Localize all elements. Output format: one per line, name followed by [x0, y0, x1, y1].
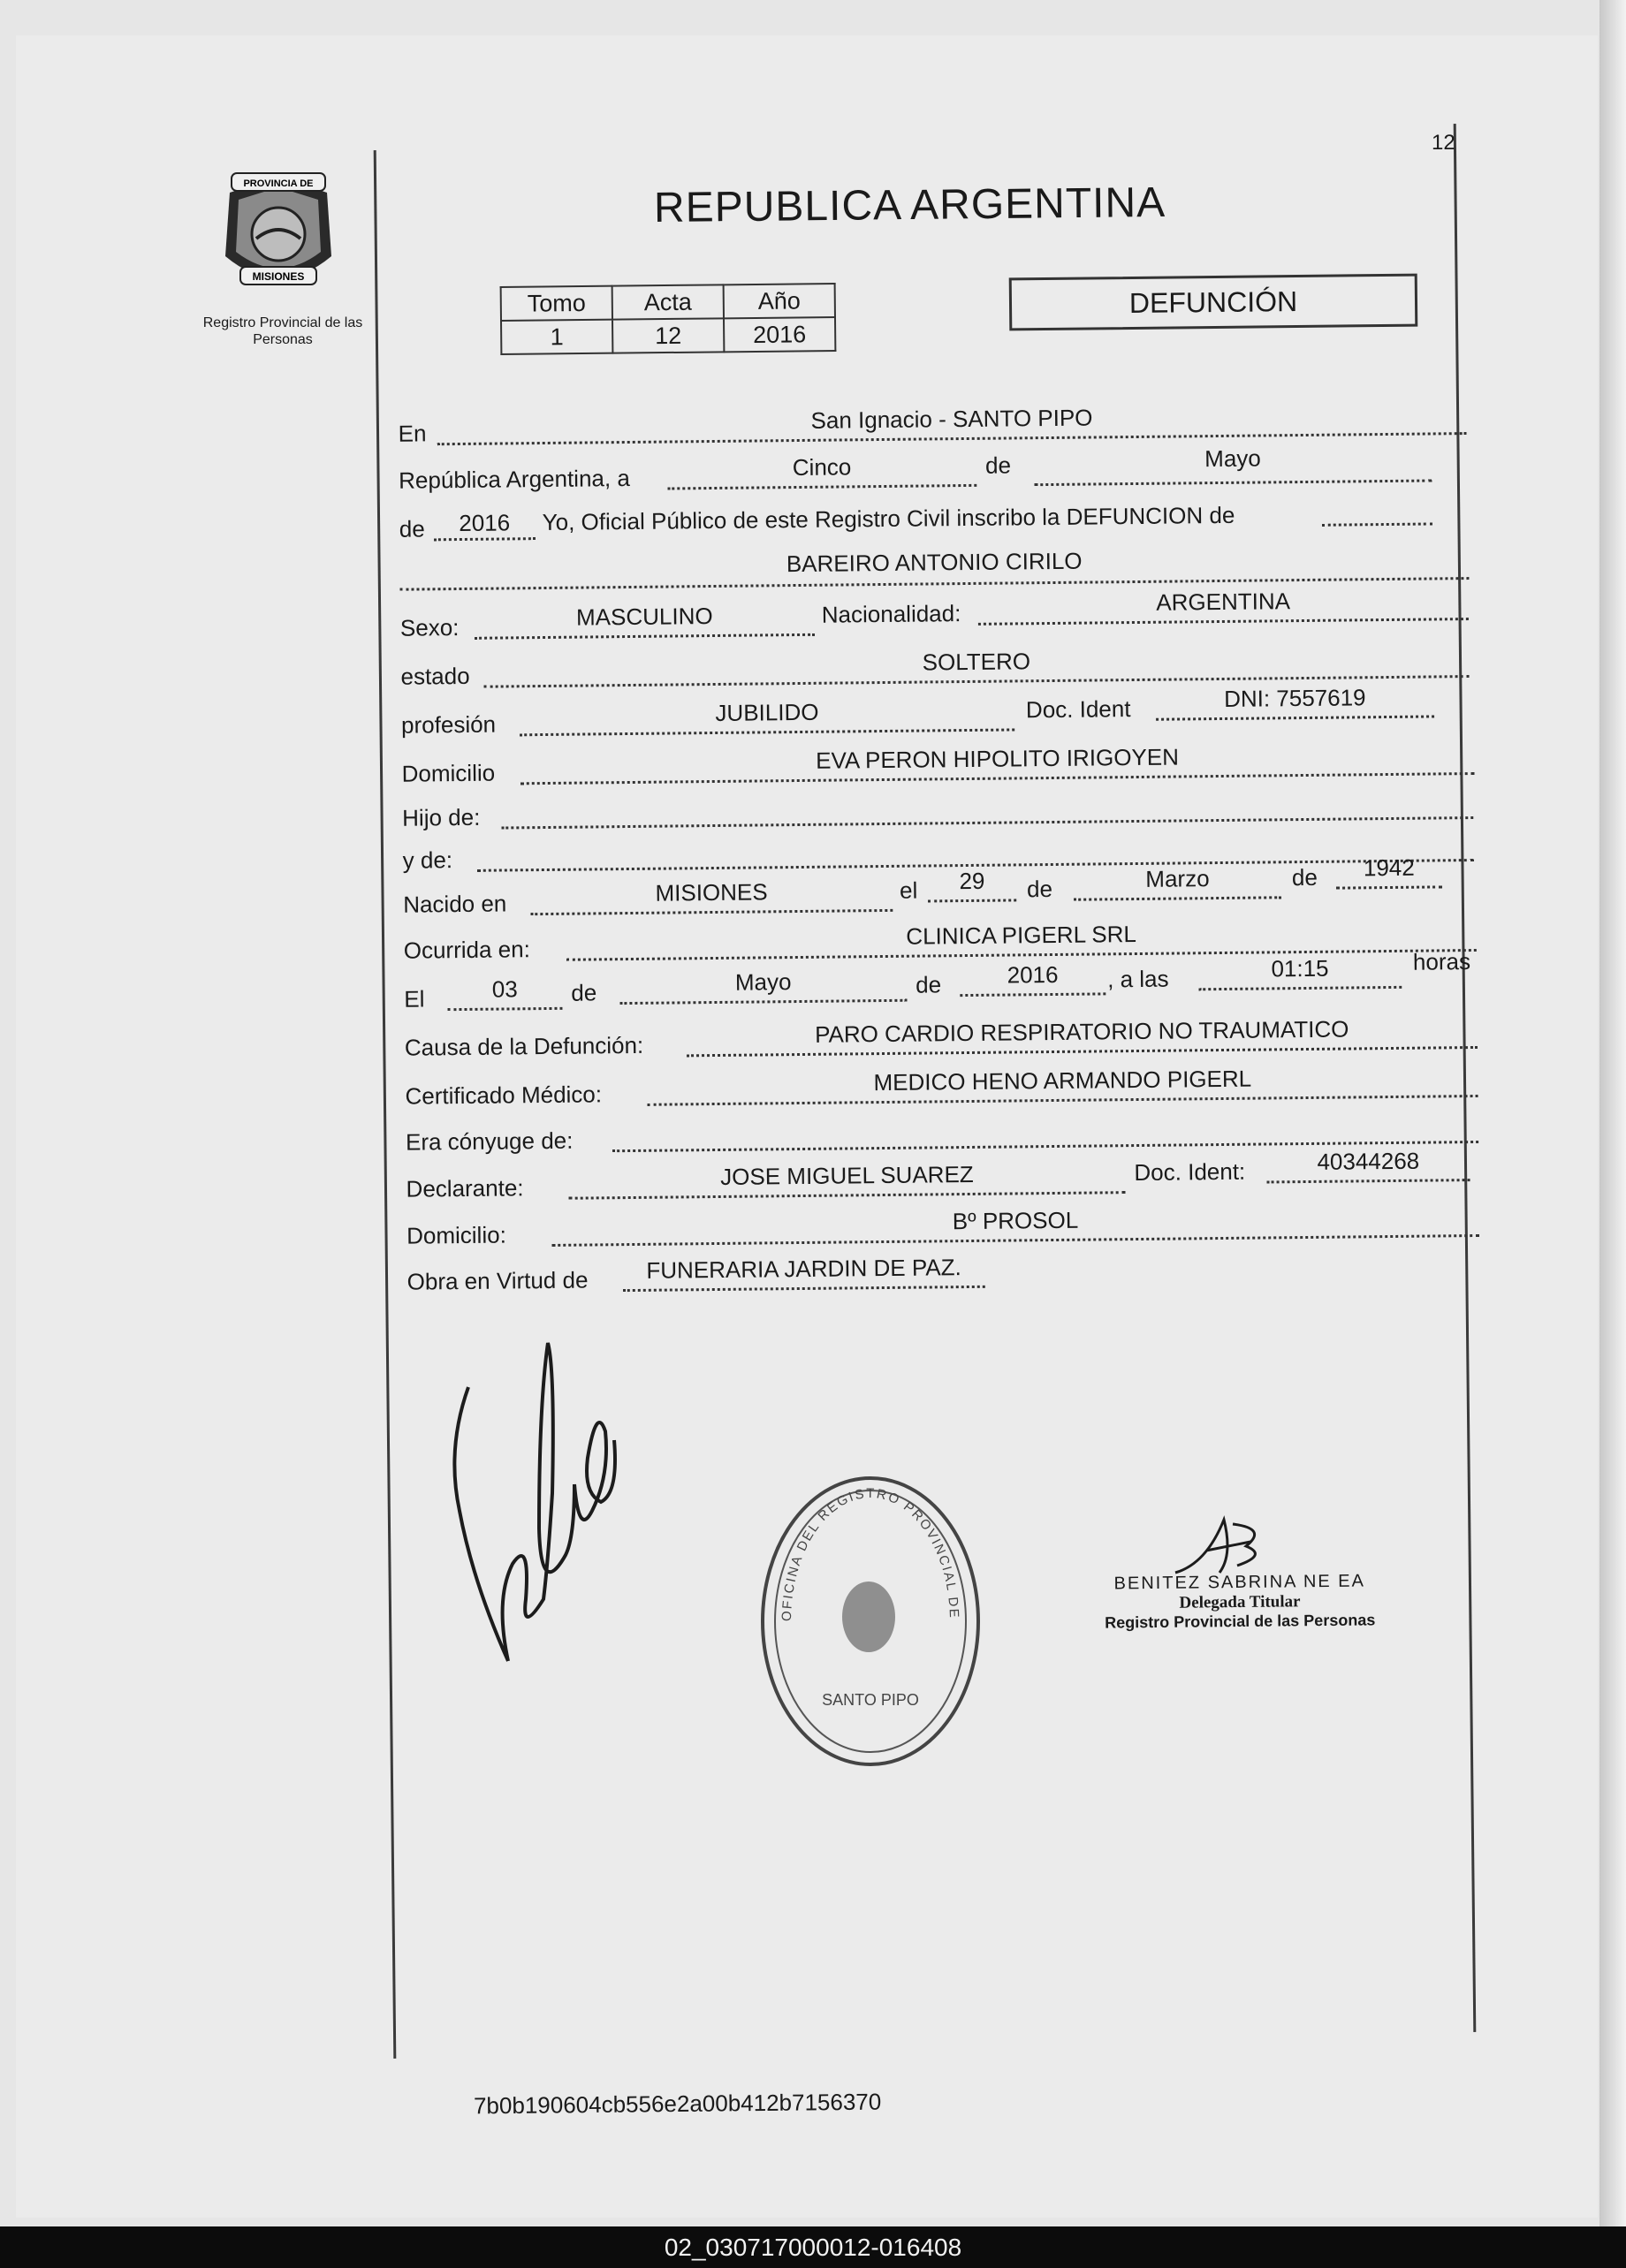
line-profesion	[520, 728, 1014, 736]
page-number: 12	[1432, 131, 1455, 155]
value-declarante-domicilio: Bº PROSOL	[952, 1206, 1079, 1235]
value-dni: DNI: 7557619	[1223, 684, 1366, 712]
line-anio	[434, 537, 536, 541]
declarant-signature	[442, 1334, 636, 1670]
tomo-header: Tomo	[501, 286, 612, 321]
line-hijo-de	[501, 816, 1473, 830]
value-obra: FUNERARIA JARDIN DE PAZ.	[646, 1254, 961, 1284]
label-sexo: Sexo:	[399, 614, 460, 641]
footer-code: 02_030717000012-016408	[0, 2226, 1626, 2268]
value-certificado: MEDICO HENO ARMANDO PIGERL	[873, 1065, 1252, 1096]
line-nacido-anio	[1336, 885, 1442, 889]
svg-text:OFICINA DEL REGISTRO PROVINCIA: OFICINA DEL REGISTRO PROVINCIAL DE	[779, 1485, 962, 1622]
value-def-anio: 2016	[1007, 960, 1059, 989]
label-declarante: Declarante:	[406, 1174, 524, 1202]
label-conyuge: Era cónyuge de:	[405, 1126, 574, 1156]
value-anio: 2016	[459, 509, 511, 537]
line-dia	[667, 484, 976, 490]
official-name: BENITEZ SABRINA NE EA	[1113, 1571, 1366, 1594]
line-nacionalidad	[978, 618, 1469, 626]
value-ocurrida-en: CLINICA PIGERL SRL	[906, 921, 1137, 950]
label-de-def-mes: de	[571, 979, 597, 1006]
label-de-nac-anio: de	[1291, 863, 1318, 891]
value-def-mes: Mayo	[734, 968, 792, 996]
value-def-hora: 01:15	[1271, 954, 1329, 982]
line-nacido-en	[530, 909, 893, 915]
label-nacido-en: Nacido en	[403, 890, 507, 918]
label-y-de: y de:	[402, 846, 453, 874]
label-de-mes: de	[984, 451, 1012, 479]
svg-text:SANTO PIPO: SANTO PIPO	[822, 1691, 919, 1709]
official-role: Delegada Titular	[1179, 1592, 1301, 1612]
line-mes	[1034, 479, 1432, 486]
label-nacionalidad: Nacionalidad:	[821, 600, 961, 628]
value-nombre: BAREIRO ANTONIO CIRILO	[786, 547, 1083, 578]
label-el: el	[899, 876, 918, 904]
svg-text:MISIONES: MISIONES	[252, 270, 305, 283]
line-def-mes	[619, 999, 907, 1005]
label-hijo-de: Hijo de:	[402, 803, 481, 831]
document-type-box: DEFUNCIÓN	[1009, 274, 1418, 331]
value-estado: SOLTERO	[922, 648, 1031, 676]
acta-value: 12	[612, 318, 724, 353]
label-domicilio-decl: Domicilio:	[406, 1221, 506, 1249]
value-causa: PARO CARDIO RESPIRATORIO NO TRAUMATICO	[814, 1015, 1349, 1048]
value-mes: Mayo	[1204, 444, 1261, 473]
label-doc-ident: Doc. Ident	[1025, 695, 1131, 724]
acta-header: Acta	[612, 284, 724, 319]
line-declarante-doc	[1267, 1179, 1470, 1183]
value-nacido-anio: 1942	[1363, 853, 1415, 882]
document-hash: 7b0b190604cb556e2a00b412b7156370	[473, 2088, 882, 2120]
line-sexo	[475, 633, 815, 640]
label-obra: Obra en Virtud de	[406, 1266, 589, 1295]
label-de-anio: de	[399, 515, 425, 542]
value-nacido-en: MISIONES	[655, 878, 768, 906]
value-lugar: San Ignacio - SANTO PIPO	[810, 404, 1093, 434]
value-dia: Cinco	[792, 453, 852, 482]
line-dni	[1156, 715, 1434, 720]
value-nacido-mes: Marzo	[1145, 865, 1210, 892]
line-declarante	[569, 1191, 1126, 1200]
value-nacionalidad: ARGENTINA	[1156, 588, 1291, 616]
label-ocurrida-en: Ocurrida en:	[403, 936, 530, 964]
line-nacido-mes	[1074, 896, 1281, 900]
label-republica: República Argentina, a	[399, 464, 630, 494]
label-causa: Causa de la Defunción:	[404, 1031, 644, 1061]
label-a-las: , a las	[1106, 965, 1169, 993]
label-profesion: profesión	[400, 710, 497, 739]
value-nacido-dia: 29	[959, 867, 985, 895]
official-block	[1090, 1571, 1391, 1633]
label-horas: horas	[1412, 948, 1471, 975]
tomo-value: 1	[501, 320, 612, 354]
line-obra	[623, 1286, 985, 1292]
value-profesion: JUBILIDO	[715, 698, 819, 726]
document-title: REPUBLICA ARGENTINA	[653, 178, 1166, 232]
value-domicilio: EVA PERON HIPOLITO IRIGOYEN	[815, 743, 1180, 774]
official-signature	[1171, 1511, 1277, 1582]
label-de-def-anio: de	[916, 971, 942, 998]
label-statement: Yo, Oficial Público de este Registro Civil inscribo la DEFUNCION de	[542, 501, 1235, 536]
line-def-anio	[960, 992, 1106, 997]
value-sexo: MASCULINO	[575, 603, 713, 631]
line-def-dia	[447, 1007, 562, 1011]
label-domicilio: Domicilio	[401, 759, 496, 787]
registry-label: Registro Provincial de las Personas	[202, 315, 363, 347]
label-en: En	[398, 420, 427, 447]
line-statement-end	[1322, 522, 1432, 526]
label-de-nac-mes: de	[1026, 876, 1053, 903]
value-declarante-doc: 40344268	[1317, 1147, 1420, 1175]
anio-value: 2016	[724, 317, 835, 352]
svg-text:PROVINCIA DE: PROVINCIA DE	[243, 178, 314, 189]
label-el-def: El	[404, 985, 425, 1013]
official-seal	[756, 1471, 985, 1771]
value-def-dia: 03	[491, 975, 518, 1003]
line-nacido-dia	[928, 899, 1016, 902]
official-registry: Registro Provincial de las Personas	[1105, 1611, 1376, 1632]
label-estado: estado	[400, 662, 470, 690]
anio-header: Año	[724, 284, 835, 318]
label-doc-ident-decl: Doc. Ident:	[1134, 1157, 1246, 1187]
line-def-hora	[1198, 986, 1402, 990]
label-certificado: Certificado Médico:	[405, 1081, 603, 1110]
value-declarante: JOSE MIGUEL SUAREZ	[720, 1160, 974, 1190]
